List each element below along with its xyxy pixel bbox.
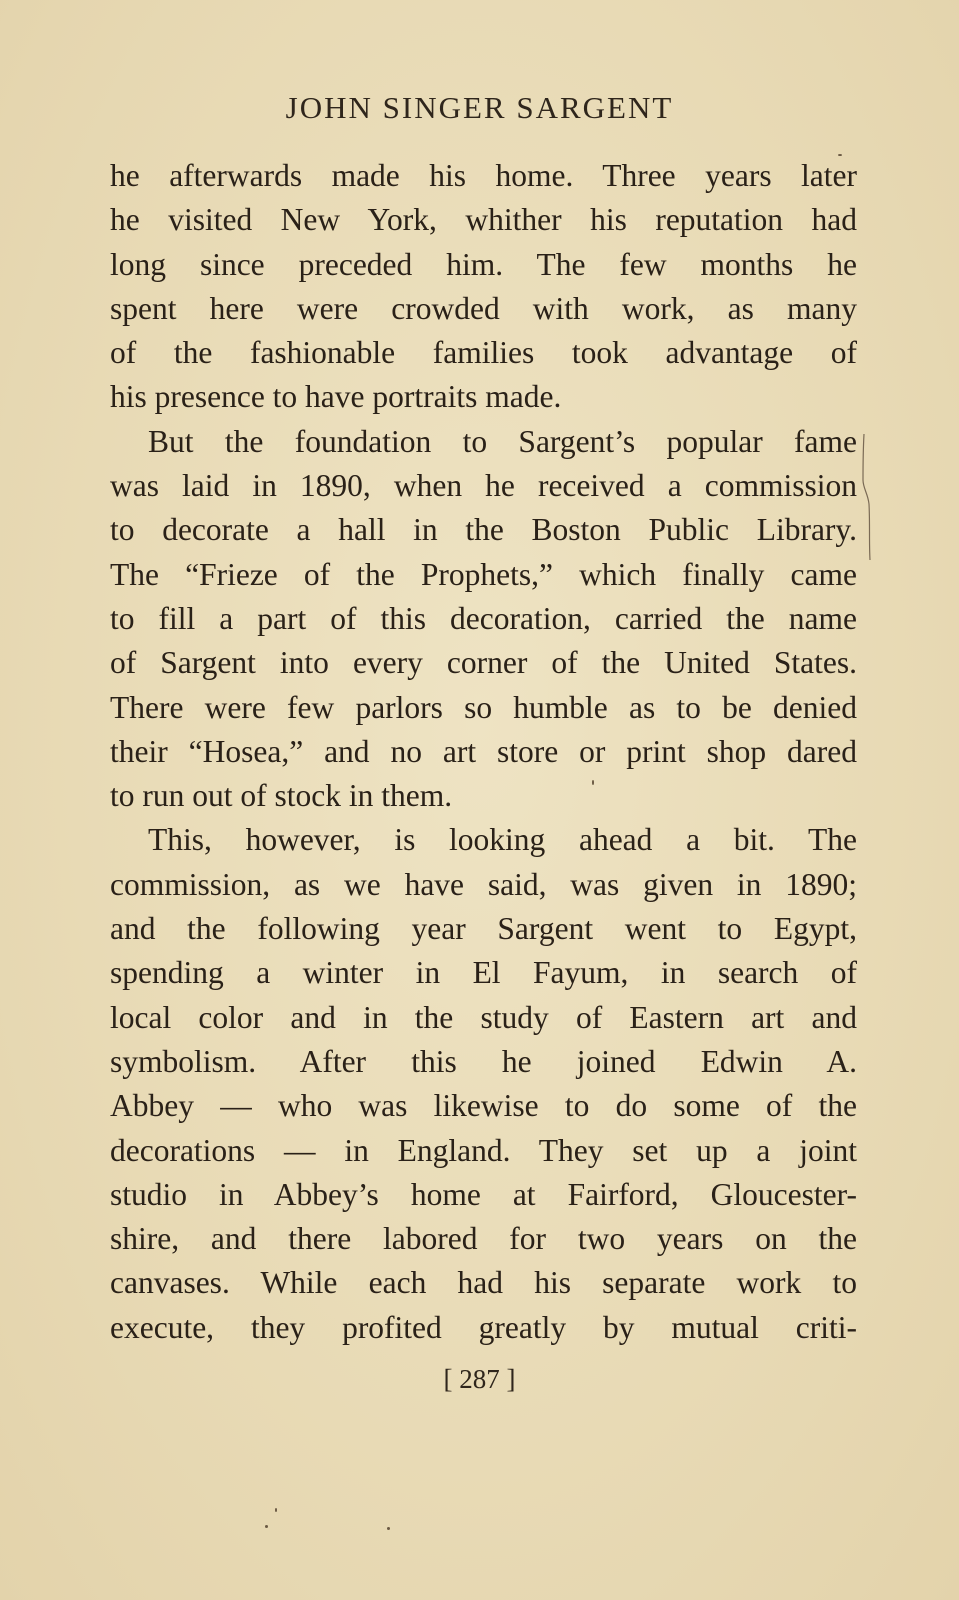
page-number: [ 287 ] xyxy=(443,1364,516,1394)
text-line: This, however, is looking ahead a bit. The xyxy=(148,822,857,858)
running-head: JOHN SINGER SARGENT xyxy=(285,90,674,125)
text-line: to fill a part of this decoration, carried the name xyxy=(110,600,857,636)
text-line: shire, and there labored for two years on the xyxy=(110,1221,857,1257)
text-line: to run out of stock in them. xyxy=(110,778,453,814)
paragraph xyxy=(110,818,857,1350)
pencil-margin-mark xyxy=(860,432,874,562)
text-line: his presence to have portraits made. xyxy=(110,379,562,415)
text-line: he afterwards made his home. Three years later xyxy=(110,158,857,193)
paper-speck xyxy=(592,780,594,785)
text-line: canvases. While each had his separate work to xyxy=(110,1265,857,1301)
text-line: spent here were crowded with work, as many xyxy=(110,290,857,326)
text-line: to decorate a hall in the Boston Public Library. xyxy=(110,512,857,548)
text-line: was laid in 1890, when he received a commission xyxy=(110,468,857,504)
text-line: But the foundation to Sargent’s popular fame xyxy=(148,423,857,459)
text-line: decorations — in England. They set up a joint xyxy=(110,1132,857,1168)
text-line: execute, they profited greatly by mutual criti- xyxy=(110,1309,857,1345)
pencil-line xyxy=(863,434,870,560)
text-line: Abbey — who was likewise to do some of the xyxy=(110,1088,857,1124)
text-line: There were few parlors so humble as to be denied xyxy=(110,689,857,725)
paper-speck xyxy=(275,1508,277,1512)
text-line: spending a winter in El Fayum, in search of xyxy=(110,955,857,991)
paper-speck xyxy=(838,154,842,156)
text-line: he visited New York, whither his reputation had xyxy=(110,202,857,238)
text-line: of the fashionable families took advantage of xyxy=(110,335,857,371)
text-line: and the following year Sargent went to Egypt, xyxy=(110,911,857,947)
paper-speck xyxy=(387,1527,390,1530)
paragraph xyxy=(110,154,857,420)
text-line: commission, as we have said, was given in 1890; xyxy=(110,866,857,902)
paper-speck xyxy=(265,1525,268,1528)
text-line: local color and in the study of Eastern art and xyxy=(110,999,857,1035)
text-line: symbolism. After this he joined Edwin A. xyxy=(110,1043,857,1079)
body-text xyxy=(110,154,857,1350)
text-line: their “Hosea,” and no art store or print shop dared xyxy=(110,733,857,769)
text-line: of Sargent into every corner of the United States. xyxy=(110,645,857,681)
text-line: studio in Abbey’s home at Fairford, Gloucester- xyxy=(110,1176,857,1212)
text-line: long since preceded him. The few months he xyxy=(110,246,857,282)
text-line: The “Frieze of the Prophets,” which finally came xyxy=(110,556,857,592)
paragraph xyxy=(110,420,857,819)
